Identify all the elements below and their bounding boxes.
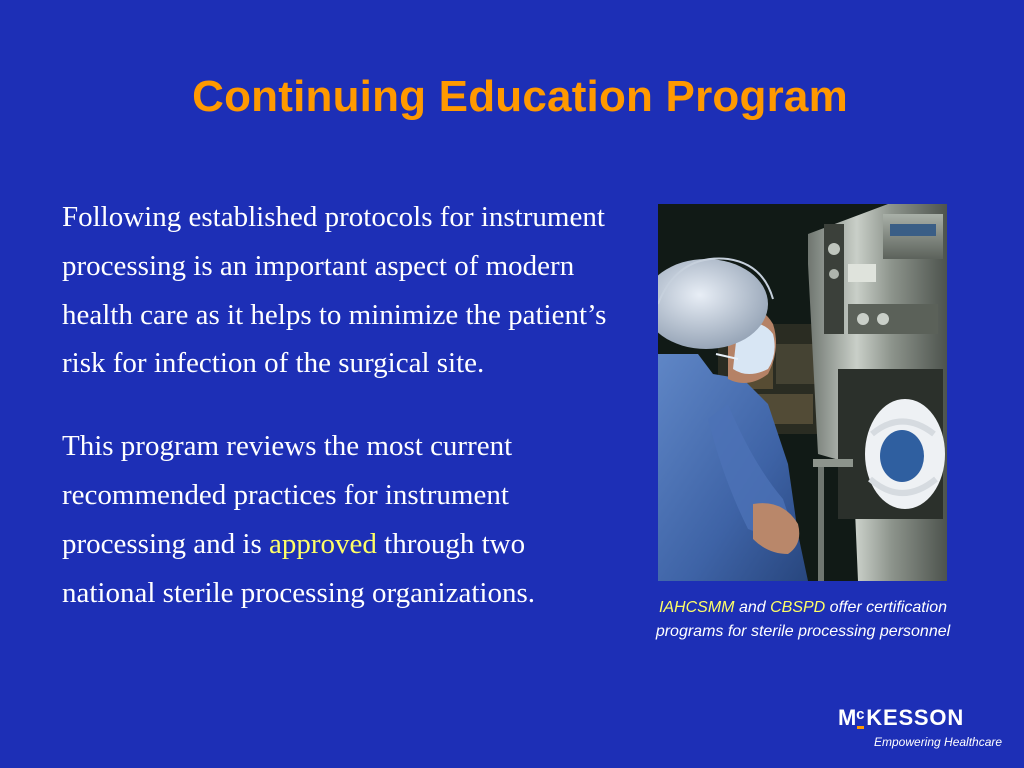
logo-c: c — [856, 706, 866, 723]
nurse-sterilizer-photo — [658, 204, 947, 581]
logo-tagline: Empowering Healthcare — [874, 735, 1003, 749]
logo-kesson: KESSON — [866, 705, 965, 730]
slide-title: Continuing Education Program — [192, 72, 848, 121]
photo-illustration — [658, 204, 947, 581]
paragraph-program-end: through two national sterile processing organizations. — [62, 527, 536, 609]
logo-wordmark — [838, 705, 964, 731]
photo-caption — [650, 596, 956, 644]
paragraph-program — [62, 422, 622, 617]
body-text — [62, 193, 622, 651]
logo-m: M — [838, 705, 858, 730]
mckesson-logo — [838, 705, 1003, 753]
caption-rest: offer certification programs for sterile processing personnel — [655, 599, 951, 640]
approved-highlight: approved — [269, 527, 377, 560]
org-iahcsmm: IAHCSMM — [658, 599, 735, 616]
org-cbspd: CBSPD — [770, 599, 826, 616]
caption-and: and — [734, 599, 771, 616]
paragraph-protocols: Following established protocols for instrument processing is an important aspect of modern health care as it helps to minimize the patient’s risk for infection of the surgical site. — [62, 201, 607, 380]
paragraph-program-start: This program reviews the most current recommended practices for instrument processing and is — [62, 430, 513, 560]
